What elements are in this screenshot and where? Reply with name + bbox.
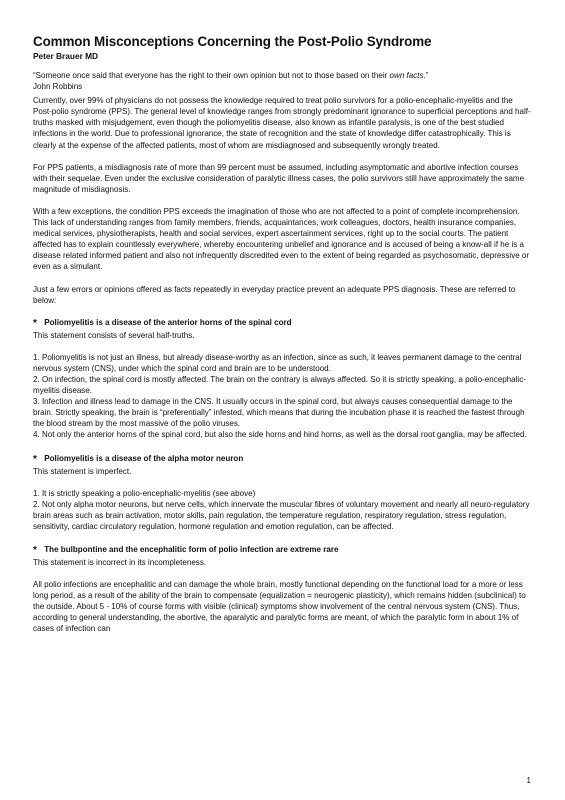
section-heading-text: Poliomyelitis is a disease of the anterior horns of the spinal cord [44,317,292,327]
quote-close: ” [425,71,429,80]
section-intro: This statement consists of several half-truths. [33,330,195,340]
misconception-section [33,544,533,635]
list-item: 2. On infection, the spinal cord is mostly affected. The brain on the contrary is always affected. So it is strictly speaking, a polio-encephalic-myelitis disease. [33,374,526,396]
paragraph: Currently, over 99% of physicians do not possess the knowledge required to treat polio survivors for a polio-encephalic-myelitis and the Post-polio syndrome (PPS). The general level of knowledge ranges from strongly predominant ignorance to superficial perceptions and half-truths masked with misjudgement, even though the poliomyelitis disease, also known as infantile paralysis, is one of the best studied infections in the world. Due to professional ignorance, the state of recognition and the state of knowledge differ catastrophically. This is clearly at the expense of the affected patients, most of whom are misdiagnosed and subsequently wrongly treated. [33,96,531,150]
section-heading [33,544,533,557]
section-heading [33,453,533,466]
author-name: Peter Brauer MD [33,51,99,61]
paragraph: For PPS patients, a misdiagnosis rate of more than 99 percent must be assumed, including asymptomatic and abortive infection courses with their sequelae. Even under the exclusive consideration of paralytic illness cases, the polio survivors still have approximately the same magnitude of misdiagnosis. [33,162,525,194]
section-heading-text: The bulbpontine and the encephalitic form of polio infection are extreme rare [44,545,339,554]
section-heading [33,317,533,330]
document-page [33,34,533,643]
paragraph: With a few exceptions, the condition PPS exceeds the imagination of those who are not affected to a point of complete incomprehension. This lack of understanding ranges from family members, friends, acquaintances, work colleagues, doctors, health insurance companies, medical services, physiotherapists, health and social services, expert ascertainment services, right up to the social courts. The patient affected has to explain countlessly everywhere, whereby encountering unbelief and ignorance and is accused of being a know-all if he is a disease related informed patient and also not infrequently discredited even to the extent of being regarded as psychosomatic, depressive or even as a simulant. [33,206,530,272]
list-item: 1. Poliomyelitis is not just an illness, but already disease-worthy as an infection, since as such, it leaves permanent damage to the central nervous system (CNS), under which the spinal cord and brain are to be understood. [33,352,522,373]
quote-emphasis: own facts. [389,71,426,80]
bullet-star-icon: * [33,453,37,465]
section-intro: This statement is incorrect in its incompleteness. [33,558,207,567]
epigraph-quote [33,70,533,81]
quote-attribution: John Robbins [33,82,83,92]
list-item: 4. Not only the anterior horns of the spinal cord, but also the side horns and hind horns, as well as the dorsal root ganglia, may be affected. [33,430,527,440]
bullet-star-icon: * [33,545,37,556]
list-item: 1. It is strictly speaking a polio-encephalic-myelitis (see above) [33,488,256,498]
page-number: 1 [526,776,531,785]
list-item: 2. Not only alpha motor neurons, but nerve cells, which innervate the muscular fibres of voluntary movement and nearly all neuro-regulatory brain areas such as brain activation, motor skills, pain regulation, the temperature regulation, respiratory regulation, stress regulation, sensitivity, cardiac circulatory regulation, hormone regulation and emotion regulation, can be affected. [33,499,530,531]
misconception-section [33,317,533,441]
bullet-star-icon: * [33,317,37,329]
section-intro: This statement is imperfect. [33,466,132,476]
list-item: All polio infections are encephalitic and can damage the whole brain, mostly functional depending on the functional load for a more or less long period, as a result of the ability of the brain to compensate (equalization = neurogenic plasticity), which remains hidden (subclinical) to the outside. About 5 - 10% of course forms with visible (clinical) symptoms show involvement of the central nervous system (CNS). Thus, according to general understanding, the abortive, the aparalytic and paralytic forms are meant, of which the paralytic form in about 1% of cases of infection can [33,580,526,634]
section-heading-text: Poliomyelitis is a disease of the alpha motor neuron [44,453,244,463]
list-item: 3. Infection and illness lead to damage in the CNS. It usually occurs in the spinal cord, but always causes consequential damage to the brain. Strictly speaking, the brain is “preferentially” infested, which means that during the incubation phase it is reached the fastest through the blood stream by the most massive of the polio viruses. [33,397,525,429]
document-title: Common Misconceptions Concerning the Post-Polio Syndrome [33,34,432,49]
quote-text: “Someone once said that everyone has the right to their own opinion but not to those based on their [33,71,390,80]
paragraph: Just a few errors or opinions offered as facts repeatedly in everyday practice prevent an adequate PPS diagnosis. These are referred to below: [33,284,516,305]
misconception-section [33,453,533,532]
